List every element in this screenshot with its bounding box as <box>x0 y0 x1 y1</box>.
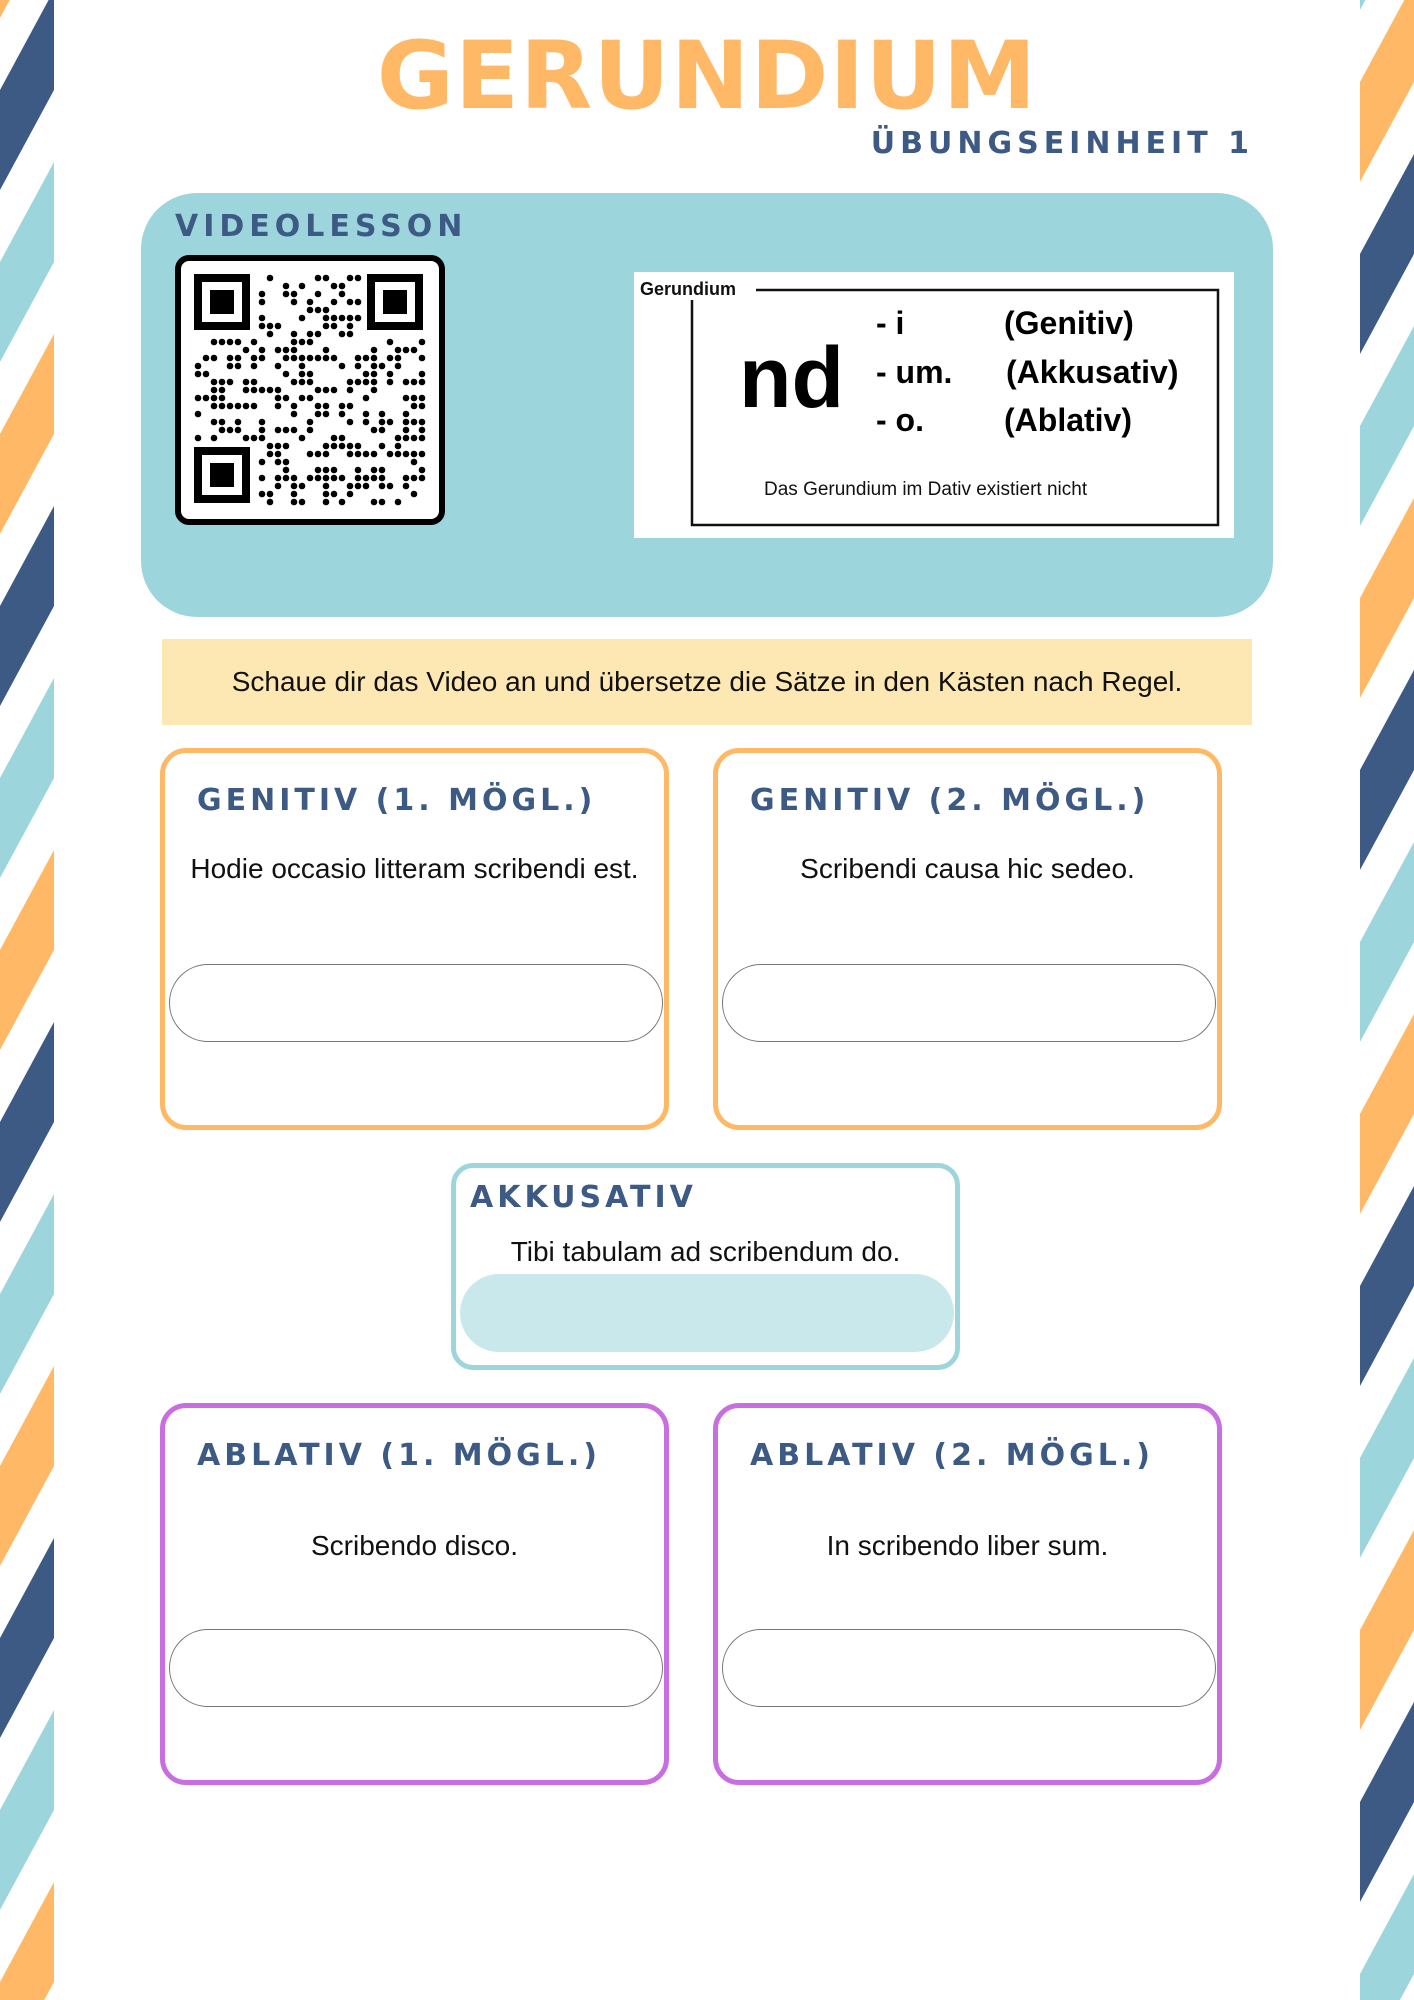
stripe-band <box>1360 1702 1414 1902</box>
stripe-band <box>1360 154 1414 354</box>
rule-stem: nd <box>739 330 845 426</box>
stripe-band <box>1360 1874 1414 2000</box>
rule-box-label: Gerundium <box>640 279 737 299</box>
card-title: GENITIV (1. MÖGL.) <box>197 783 597 818</box>
stripe-band <box>0 1022 54 1222</box>
stripe-band <box>1360 498 1414 698</box>
left-stripe-decoration <box>0 0 54 2000</box>
stripe-band <box>0 1366 54 1566</box>
card-sentence: Scribendo disco. <box>310 1530 518 1561</box>
card-title: GENITIV (2. MÖGL.) <box>750 783 1150 818</box>
stripe-band <box>0 334 54 534</box>
right-stripe-decoration <box>1360 0 1414 2000</box>
card-sentence: Tibi tabulam ad scribendum do. <box>510 1236 901 1267</box>
rule-note: Das Gerundium im Dativ existiert nicht <box>764 479 1088 500</box>
card-title: ABLATIV (2. MÖGL.) <box>750 1438 1155 1473</box>
stripe-band <box>1360 1186 1414 1386</box>
card-sentence: In scribendo liber sum. <box>826 1530 1109 1561</box>
card-ablativ-2 <box>713 1403 1222 1785</box>
rule-ending-1: - i <box>876 305 905 341</box>
rule-case-3: (Ablativ) <box>1004 402 1132 438</box>
qr-code-icon[interactable] <box>175 255 445 525</box>
gerundium-rule-image <box>634 272 1234 538</box>
answer-field[interactable] <box>460 1274 954 1352</box>
card-akkusativ <box>451 1163 960 1370</box>
stripe-band <box>1360 842 1414 1042</box>
stripe-band <box>1360 1358 1414 1558</box>
stripe-band <box>0 678 54 878</box>
stripe-band <box>1360 670 1414 870</box>
rule-ending-3: - o. <box>876 402 924 438</box>
rule-ending-2: - um. <box>876 354 953 390</box>
video-lesson-label: VIDEOLESSON <box>175 209 468 244</box>
rule-case-2: (Akkusativ) <box>1006 354 1179 390</box>
card-genitiv-1 <box>160 748 669 1130</box>
card-title: AKKUSATIV <box>470 1180 697 1215</box>
stripe-band <box>0 1538 54 1738</box>
stripe-band <box>0 1194 54 1394</box>
card-sentence: Hodie occasio litteram scribendi est. <box>190 853 639 884</box>
card-genitiv-2 <box>713 748 1222 1130</box>
card-title: ABLATIV (1. MÖGL.) <box>197 1438 602 1473</box>
stripe-band <box>0 850 54 1050</box>
rule-case-1: (Genitiv) <box>1004 305 1134 341</box>
stripe-band <box>0 506 54 706</box>
answer-field[interactable] <box>169 1629 663 1707</box>
answer-field[interactable] <box>722 1629 1216 1707</box>
page-title: GERUNDIUM <box>376 22 1038 131</box>
answer-field[interactable] <box>169 964 663 1042</box>
stripe-band <box>0 1882 54 2000</box>
stripe-band <box>1360 1530 1414 1730</box>
instruction-banner: Schaue dir das Video an und übersetze die Sätze in den Kästen nach Regel. <box>162 639 1252 725</box>
page-subtitle: ÜBUNGSEINHEIT 1 <box>870 126 1254 161</box>
stripe-band <box>1360 1014 1414 1214</box>
answer-field[interactable] <box>722 964 1216 1042</box>
video-lesson-panel <box>141 193 1273 617</box>
card-ablativ-1 <box>160 1403 669 1785</box>
stripe-band <box>0 1710 54 1910</box>
stripe-band <box>1360 326 1414 526</box>
stripe-band <box>0 162 54 362</box>
card-sentence: Scribendi causa hic sedeo. <box>800 853 1135 884</box>
